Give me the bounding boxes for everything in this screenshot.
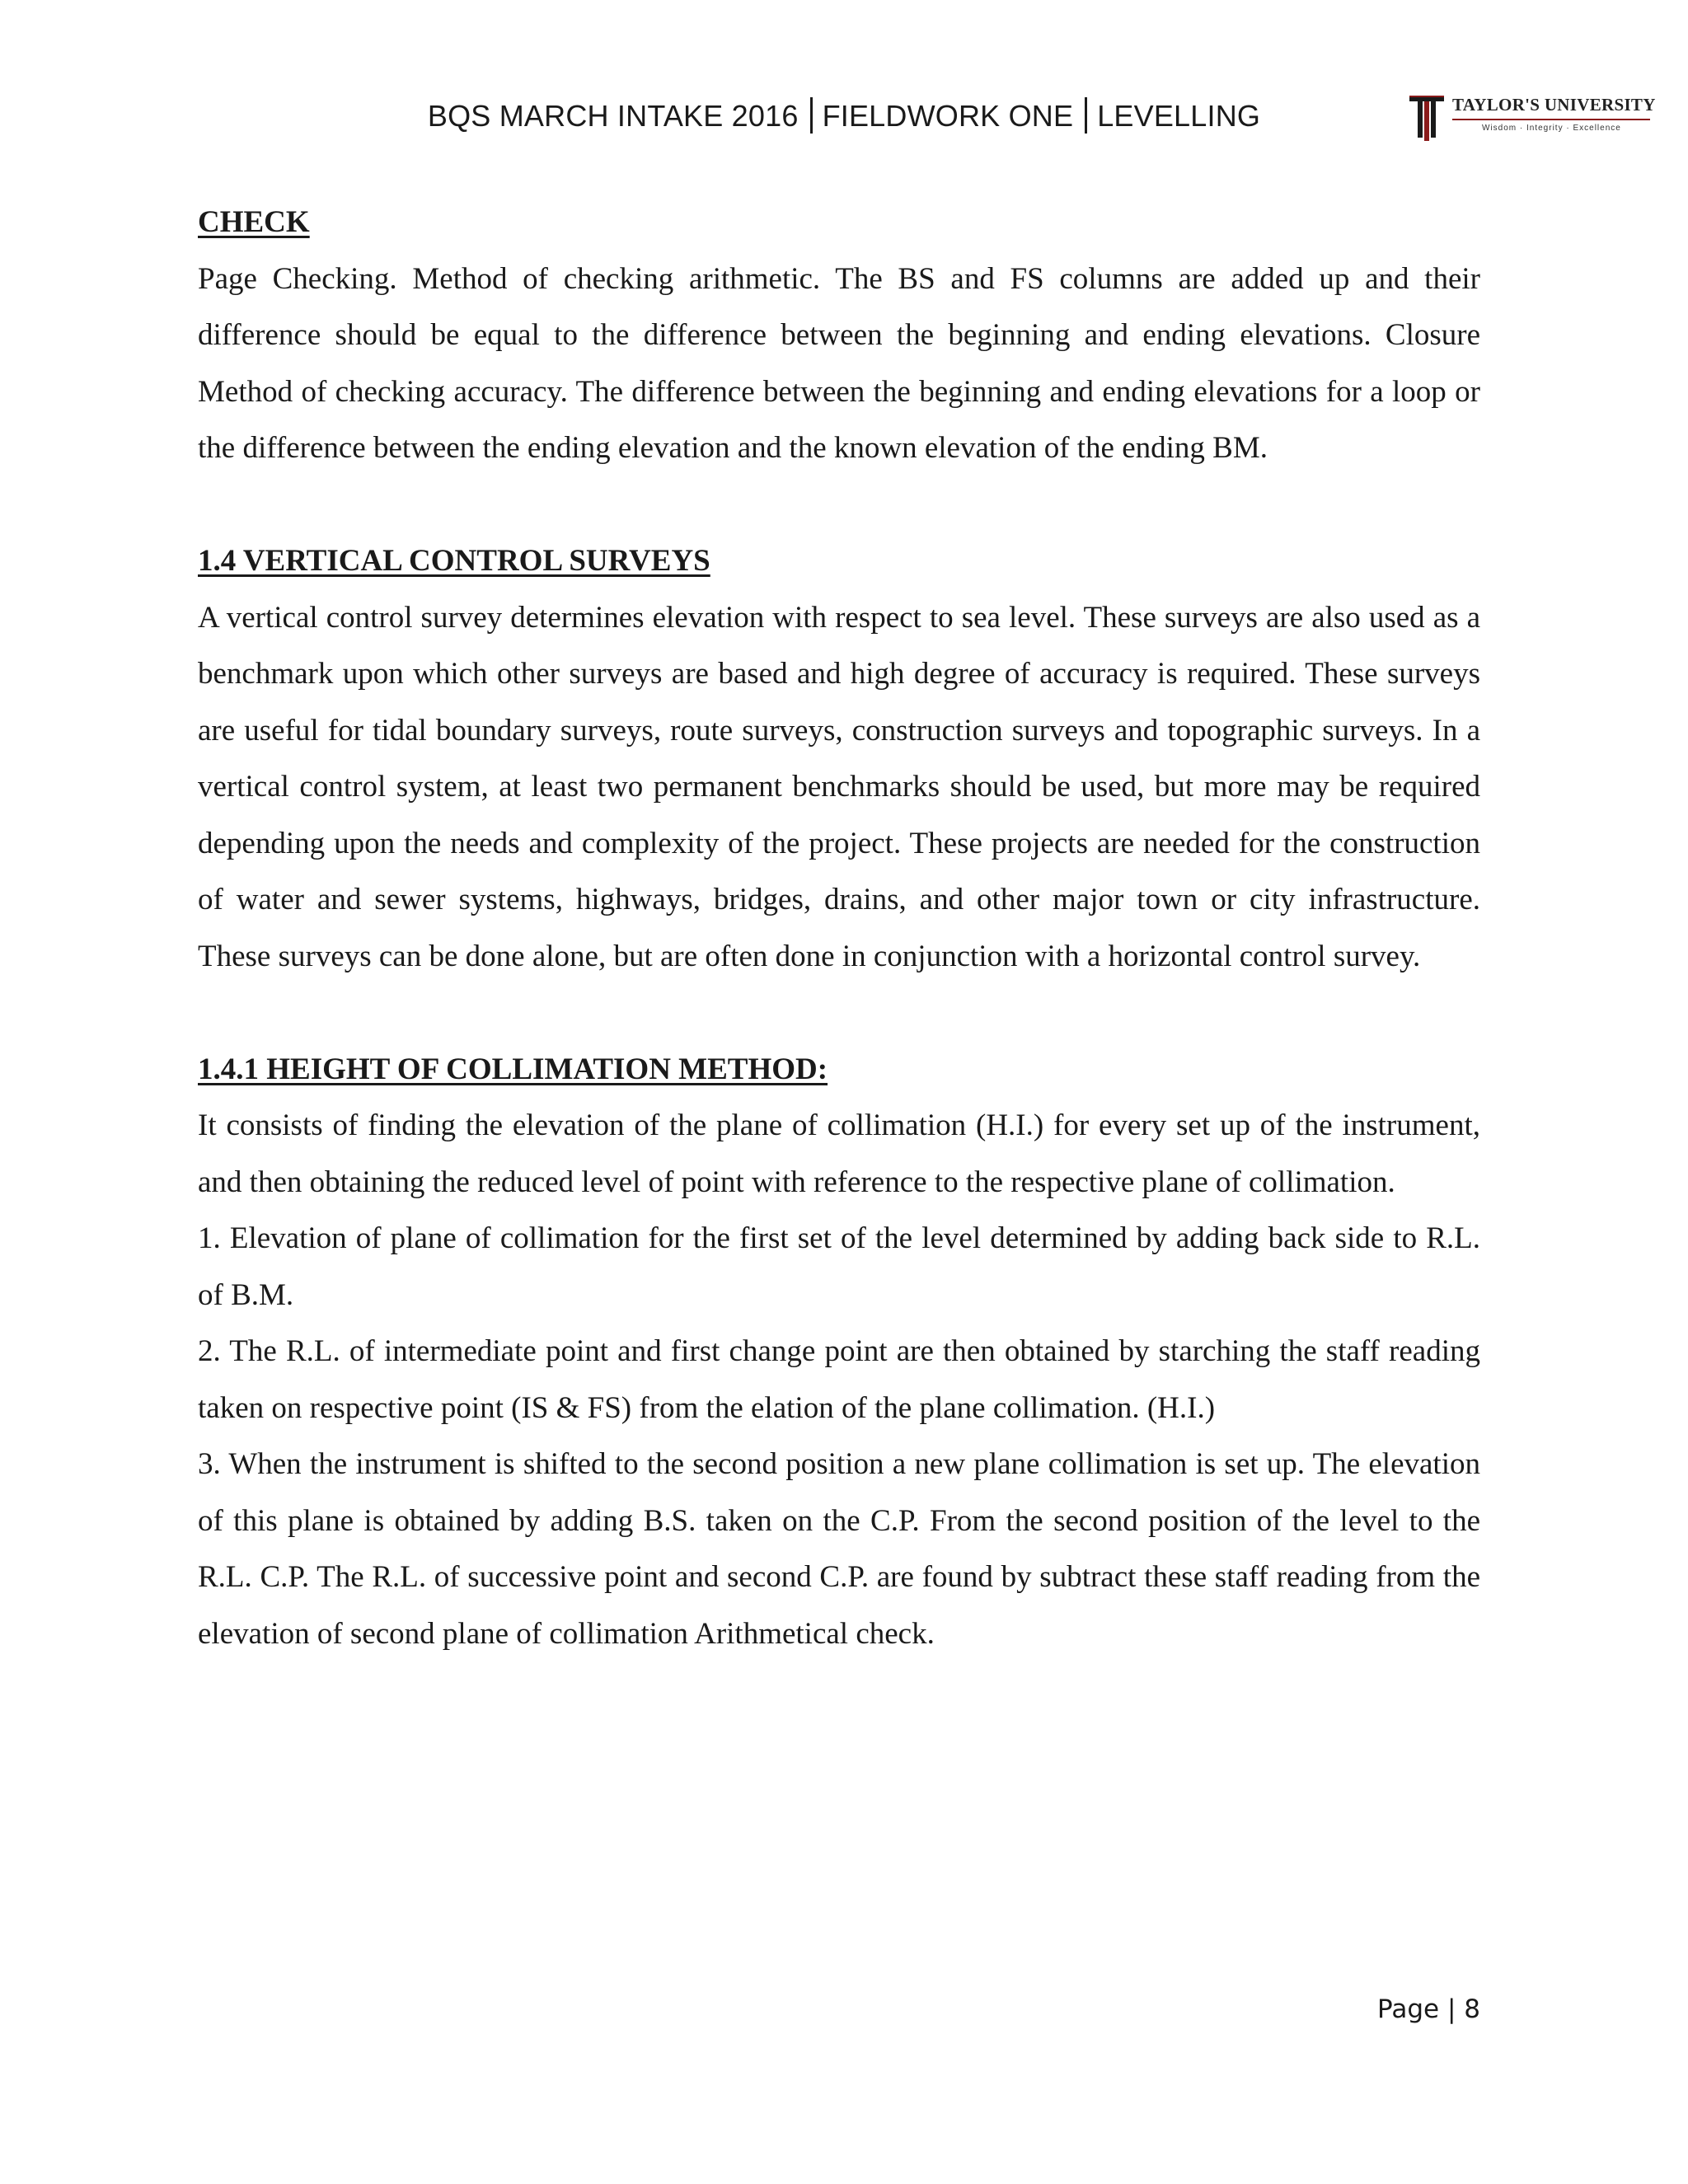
taylors-crest-icon: [1406, 92, 1447, 142]
logo-tagline: Wisdom · Integrity · Excellence: [1482, 124, 1621, 133]
header-course: BQS MARCH INTAKE 2016: [427, 99, 799, 133]
university-logo: [1406, 92, 1656, 145]
collimation-step-1: 1. Elevation of plane of collimation for the first set of the level determined by adding back side to R.L. of B.M.: [198, 1221, 1480, 1312]
header-topic: LEVELLING: [1097, 99, 1261, 133]
page-label: Page: [1377, 1994, 1440, 2024]
paragraph-collimation-intro: It consists of finding the elevation of the plane of collimation (H.I.) for every set up of the instrument, and then obtaining the reduced level of point with reference to the respective plane of collimation.: [198, 1108, 1480, 1199]
document-body: [198, 194, 1480, 1662]
collimation-step-3: 3. When the instrument is shifted to the second position a new plane collimation is set up. The elevation of this plane is obtained by adding B.S. taken on the C.P. From the second position of the level to the R.L. C.P. The R.L. of successive point and second C.P. are found by subtract these staff reading from the elevation of second plane of collimation Arithmetical check.: [198, 1447, 1480, 1651]
spacer: [198, 985, 1480, 1042]
collimation-step-2: 2. The R.L. of intermediate point and first change point are then obtained by starching the staff reading taken on respective point (IS & FS) from the elation of the plane collimation. (H.I.): [198, 1334, 1480, 1425]
paragraph-vertical-control: A vertical control survey determines elevation with respect to sea level. These surveys are also used as a benchmark upon which other surveys are based and high degree of accuracy is required. These surveys are useful for tidal boundary surveys, route surveys, construction surveys and topographic surveys. In a vertical control system, at least two permanent benchmarks should be used, but more may be required depending upon the needs and complexity of the project. These projects are needed for the construction of water and sewer systems, highways, bridges, drains, and other major town or city infrastructure. These surveys can be done alone, but are often done in conjunction with a horizontal control survey.: [198, 600, 1480, 973]
heading-collimation: 1.4.1 HEIGHT OF COLLIMATION METHOD:: [198, 1052, 828, 1086]
heading-check: CHECK: [198, 205, 310, 239]
page-separator: |: [1447, 1994, 1456, 2024]
logo-rule: [1452, 119, 1650, 120]
spacer: [198, 477, 1480, 534]
logo-name: TAYLOR'S UNIVERSITY: [1452, 95, 1656, 115]
header-separator: [1085, 97, 1087, 134]
paragraph-check: Page Checking. Method of checking arithmetic. The BS and FS columns are added up and their difference should be equal to the difference between the beginning and ending elevations. Closure Method of checking accuracy. The difference between the beginning and ending elevations for a loop or the difference between the ending elevation and the known elevation of the ending BM.: [198, 261, 1480, 465]
page-number: [1377, 1994, 1480, 2024]
page-number-value: 8: [1464, 1994, 1480, 2024]
header-separator: [810, 97, 813, 134]
heading-vertical-control: 1.4 VERTICAL CONTROL SURVEYS: [198, 544, 710, 578]
header-module: FIELDWORK ONE: [822, 99, 1074, 133]
